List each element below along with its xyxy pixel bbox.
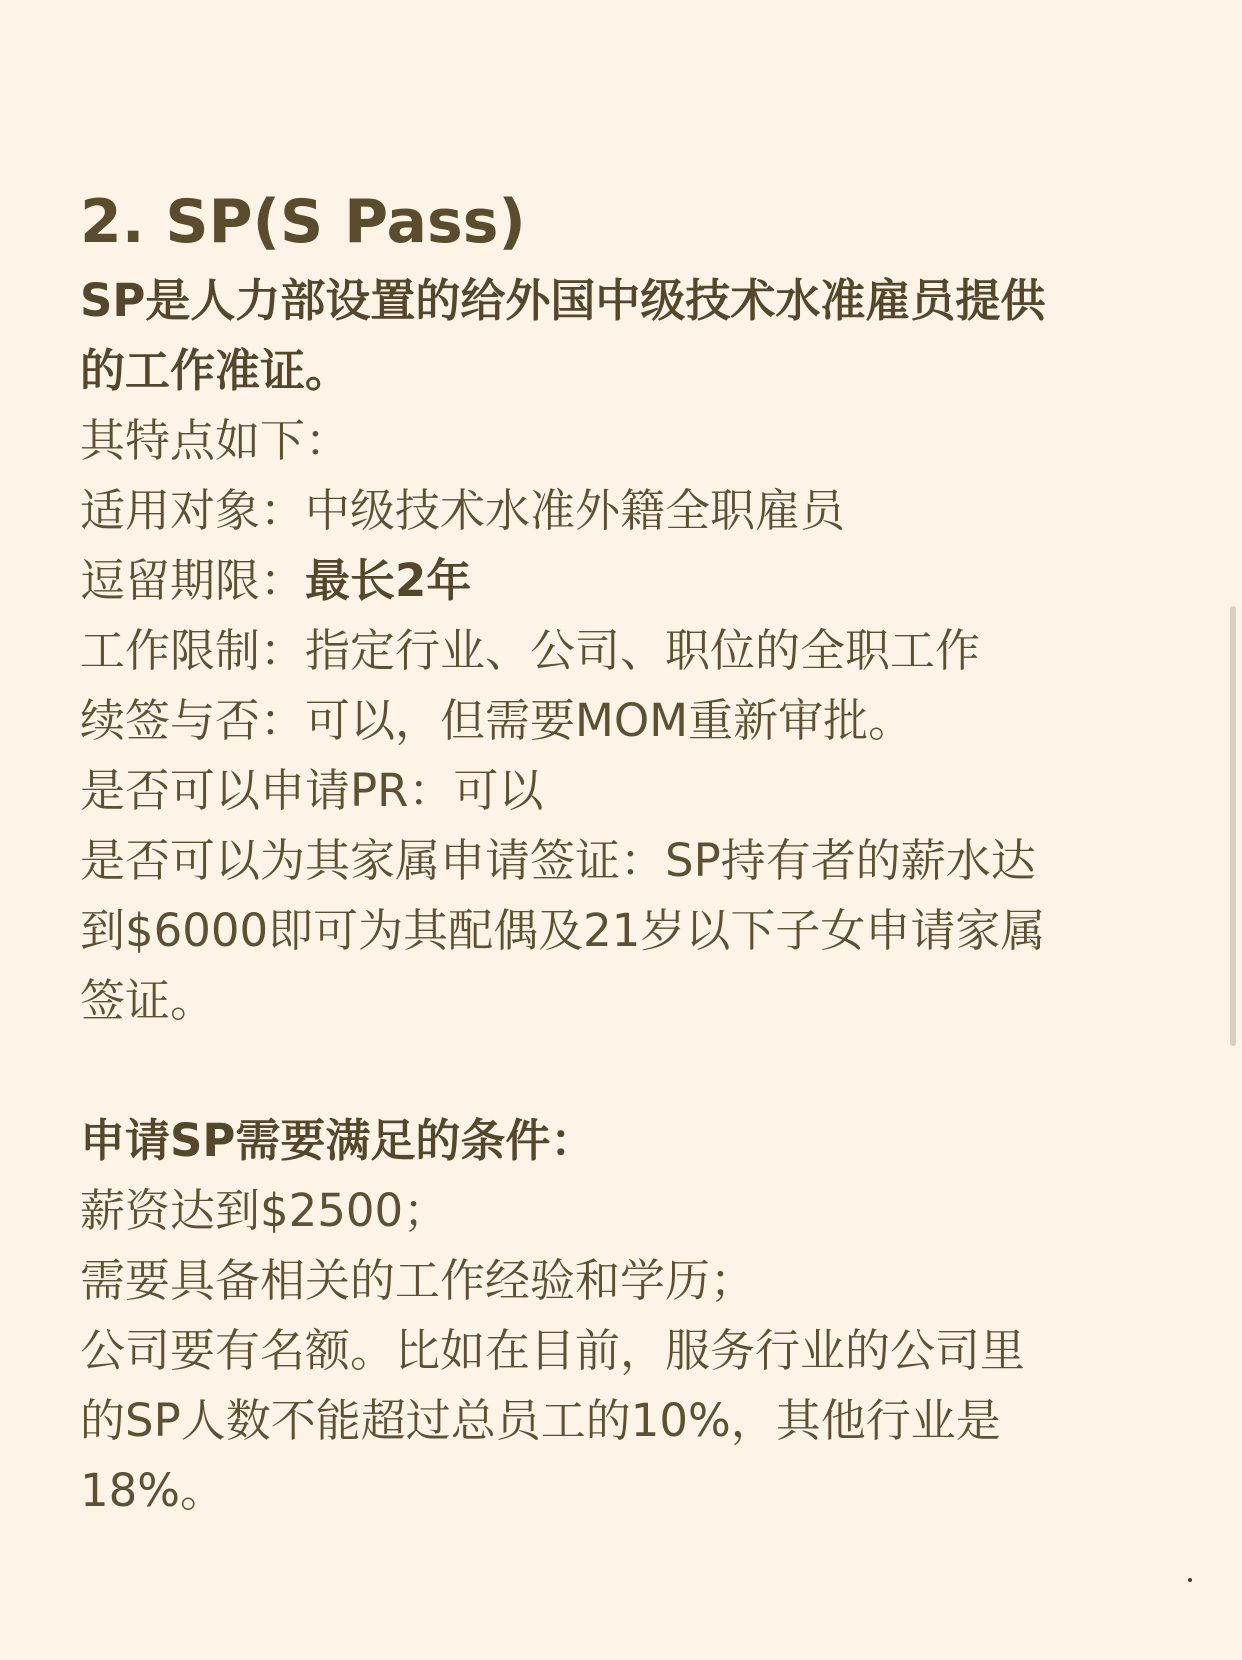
feature-value: 指定行业、公司、职位的全职工作 <box>305 624 981 677</box>
feature-restriction <box>80 616 1170 686</box>
feature-value: 中级技术水准外籍全职雇员 <box>305 484 846 537</box>
condition-experience: 需要具备相关的工作经验和学历； <box>80 1254 756 1307</box>
feature-value: 可以 <box>453 764 544 817</box>
feature-family-line: 到$6000即可为其配偶及21岁以下子女申请家属 <box>80 904 1046 957</box>
conditions-heading: 申请SP需要满足的条件： <box>80 1114 596 1167</box>
feature-label: 续签与否： <box>80 694 306 747</box>
feature-renewal <box>80 686 1170 756</box>
condition-quota-line: 18%。 <box>80 1464 226 1517</box>
condition-quota-line: 的SP人数不能超过总员工的10%，其他行业是 <box>80 1394 1001 1447</box>
features-heading: 其特点如下： <box>80 414 351 467</box>
condition-salary: 薪资达到$2500； <box>80 1184 449 1237</box>
feature-value: 可以，但需要MOM重新审批。 <box>305 694 914 747</box>
decorative-dot <box>1188 1578 1192 1582</box>
feature-label: 是否可以申请PR： <box>80 764 454 817</box>
condition-quota-line: 公司要有名额。比如在目前，服务行业的公司里 <box>80 1324 1026 1377</box>
feature-label: 逗留期限： <box>80 554 306 607</box>
feature-family-line: 签证。 <box>80 974 216 1027</box>
article <box>80 180 1170 1526</box>
feature-label: 工作限制： <box>80 624 306 677</box>
feature-pr <box>80 756 1170 826</box>
scrollbar[interactable] <box>1230 606 1236 1046</box>
feature-family-line: 是否可以为其家属申请签证：SP持有者的薪水达 <box>80 834 1036 887</box>
feature-value: 最长2年 <box>305 554 472 607</box>
feature-applicable <box>80 476 1170 546</box>
spacer <box>80 1036 1170 1106</box>
feature-label: 适用对象： <box>80 484 306 537</box>
intro-line: 的工作准证。 <box>80 344 351 397</box>
intro-line: SP是人力部设置的给外国中级技术水准雇员提供 <box>80 274 1046 327</box>
section-title: 2. SP(S Pass) <box>80 187 526 257</box>
feature-duration <box>80 546 1170 616</box>
